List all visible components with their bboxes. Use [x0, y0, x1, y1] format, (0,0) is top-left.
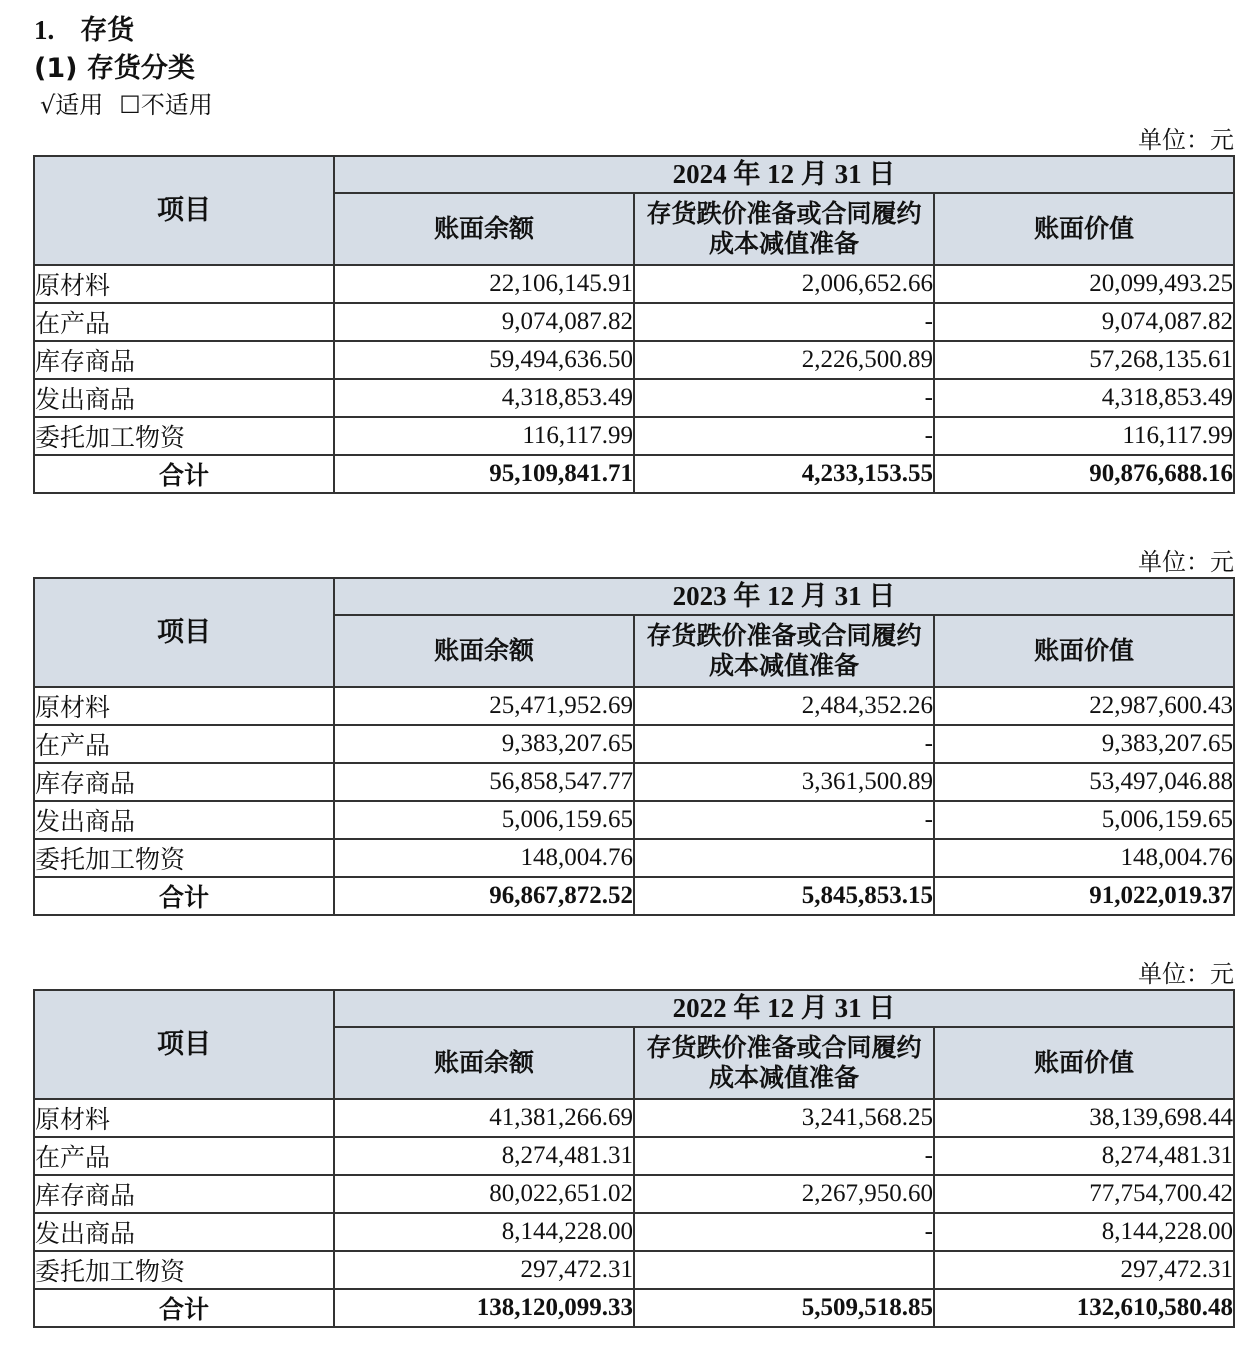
table-row — [34, 687, 1234, 725]
provision: - — [634, 417, 934, 455]
provision: - — [634, 303, 934, 341]
row-name: 发出商品 — [34, 379, 334, 417]
book-balance: 8,144,228.00 — [334, 1213, 634, 1251]
book-balance: 22,106,145.91 — [334, 265, 634, 303]
total-row — [34, 1289, 1234, 1327]
total-provision: 4,233,153.55 — [634, 455, 934, 493]
book-balance: 148,004.76 — [334, 839, 634, 877]
row-name: 在产品 — [34, 1137, 334, 1175]
row-name: 委托加工物资 — [34, 1251, 334, 1289]
total-label: 合计 — [34, 1289, 334, 1327]
row-name: 原材料 — [34, 1099, 334, 1137]
table-row — [34, 839, 1234, 877]
total-book-balance: 138,120,099.33 — [334, 1289, 634, 1327]
provision — [634, 1251, 934, 1289]
row-name: 原材料 — [34, 687, 334, 725]
book-balance: 9,383,207.65 — [334, 725, 634, 763]
provision: - — [634, 801, 934, 839]
total-provision: 5,509,518.85 — [634, 1289, 934, 1327]
total-row — [34, 877, 1234, 915]
book-value: 148,004.76 — [934, 839, 1234, 877]
book-value: 9,074,087.82 — [934, 303, 1234, 341]
book-balance: 116,117.99 — [334, 417, 634, 455]
header-book-balance: 账面余额 — [334, 1027, 634, 1099]
book-value: 9,383,207.65 — [934, 725, 1234, 763]
header-provision: 存货跌价准备或合同履约成本减值准备 — [634, 1027, 934, 1099]
header-book-balance: 账面余额 — [334, 615, 634, 687]
row-name: 在产品 — [34, 725, 334, 763]
header-item: 项目 — [34, 990, 334, 1099]
row-name: 库存商品 — [34, 1175, 334, 1213]
book-balance: 80,022,651.02 — [334, 1175, 634, 1213]
book-balance: 41,381,266.69 — [334, 1099, 634, 1137]
table-row — [34, 265, 1234, 303]
total-book-value: 91,022,019.37 — [934, 877, 1234, 915]
total-label: 合计 — [34, 455, 334, 493]
table-row — [34, 1213, 1234, 1251]
table-row — [34, 801, 1234, 839]
provision: 2,267,950.60 — [634, 1175, 934, 1213]
provision — [634, 839, 934, 877]
table-row — [34, 417, 1234, 455]
unit-label: 单位：元 — [1138, 548, 1234, 576]
row-name: 原材料 — [34, 265, 334, 303]
table-row — [34, 341, 1234, 379]
book-value: 5,006,159.65 — [934, 801, 1234, 839]
book-value: 53,497,046.88 — [934, 763, 1234, 801]
book-balance: 8,274,481.31 — [334, 1137, 634, 1175]
table-row — [34, 1099, 1234, 1137]
section-heading — [34, 8, 134, 47]
total-label: 合计 — [34, 877, 334, 915]
provision: 3,361,500.89 — [634, 763, 934, 801]
total-book-balance: 95,109,841.71 — [334, 455, 634, 493]
provision: 2,006,652.66 — [634, 265, 934, 303]
header-period: 2023 年 12 月 31 日 — [334, 578, 1234, 615]
unit-label: 单位：元 — [1138, 126, 1234, 154]
inventory-table-2023 — [33, 577, 1235, 916]
row-name: 委托加工物资 — [34, 839, 334, 877]
book-value: 8,274,481.31 — [934, 1137, 1234, 1175]
row-name: 发出商品 — [34, 801, 334, 839]
book-balance: 59,494,636.50 — [334, 341, 634, 379]
header-item: 项目 — [34, 578, 334, 687]
book-balance: 4,318,853.49 — [334, 379, 634, 417]
book-value: 4,318,853.49 — [934, 379, 1234, 417]
book-value: 22,987,600.43 — [934, 687, 1234, 725]
applies-option: √适用 — [40, 91, 104, 119]
header-book-value: 账面价值 — [934, 615, 1234, 687]
row-name: 在产品 — [34, 303, 334, 341]
row-name: 库存商品 — [34, 763, 334, 801]
provision: 3,241,568.25 — [634, 1099, 934, 1137]
table-row — [34, 763, 1234, 801]
book-balance: 56,858,547.77 — [334, 763, 634, 801]
table-row — [34, 725, 1234, 763]
row-name: 委托加工物资 — [34, 417, 334, 455]
book-balance: 297,472.31 — [334, 1251, 634, 1289]
book-value: 297,472.31 — [934, 1251, 1234, 1289]
row-name: 发出商品 — [34, 1213, 334, 1251]
provision: 2,484,352.26 — [634, 687, 934, 725]
row-name: 库存商品 — [34, 341, 334, 379]
total-book-value: 90,876,688.16 — [934, 455, 1234, 493]
header-book-value: 账面价值 — [934, 1027, 1234, 1099]
provision: - — [634, 1213, 934, 1251]
header-item: 项目 — [34, 156, 334, 265]
unit-label: 单位：元 — [1138, 960, 1234, 988]
section-number: 1. — [34, 15, 55, 45]
total-book-value: 132,610,580.48 — [934, 1289, 1234, 1327]
table-row — [34, 303, 1234, 341]
total-book-balance: 96,867,872.52 — [334, 877, 634, 915]
header-provision: 存货跌价准备或合同履约成本减值准备 — [634, 615, 934, 687]
book-value: 57,268,135.61 — [934, 341, 1234, 379]
header-book-value: 账面价值 — [934, 193, 1234, 265]
header-book-balance: 账面余额 — [334, 193, 634, 265]
applicability — [40, 85, 229, 120]
subsection-heading: (1) 存货分类 — [34, 53, 195, 84]
table-row — [34, 1251, 1234, 1289]
book-balance: 25,471,952.69 — [334, 687, 634, 725]
header-period: 2022 年 12 月 31 日 — [334, 990, 1234, 1027]
section-title: 存货 — [80, 15, 135, 46]
provision: - — [634, 1137, 934, 1175]
not-applies-option: ☐不适用 — [119, 91, 213, 119]
book-balance: 9,074,087.82 — [334, 303, 634, 341]
book-value: 38,139,698.44 — [934, 1099, 1234, 1137]
inventory-table-2022 — [33, 989, 1235, 1328]
provision: - — [634, 379, 934, 417]
provision: - — [634, 725, 934, 763]
total-row — [34, 455, 1234, 493]
header-provision: 存货跌价准备或合同履约成本减值准备 — [634, 193, 934, 265]
table-row — [34, 379, 1234, 417]
book-value: 20,099,493.25 — [934, 265, 1234, 303]
table-row — [34, 1137, 1234, 1175]
book-value: 116,117.99 — [934, 417, 1234, 455]
total-provision: 5,845,853.15 — [634, 877, 934, 915]
table-row — [34, 1175, 1234, 1213]
header-period: 2024 年 12 月 31 日 — [334, 156, 1234, 193]
book-balance: 5,006,159.65 — [334, 801, 634, 839]
book-value: 77,754,700.42 — [934, 1175, 1234, 1213]
provision: 2,226,500.89 — [634, 341, 934, 379]
book-value: 8,144,228.00 — [934, 1213, 1234, 1251]
inventory-table-2024 — [33, 155, 1235, 494]
